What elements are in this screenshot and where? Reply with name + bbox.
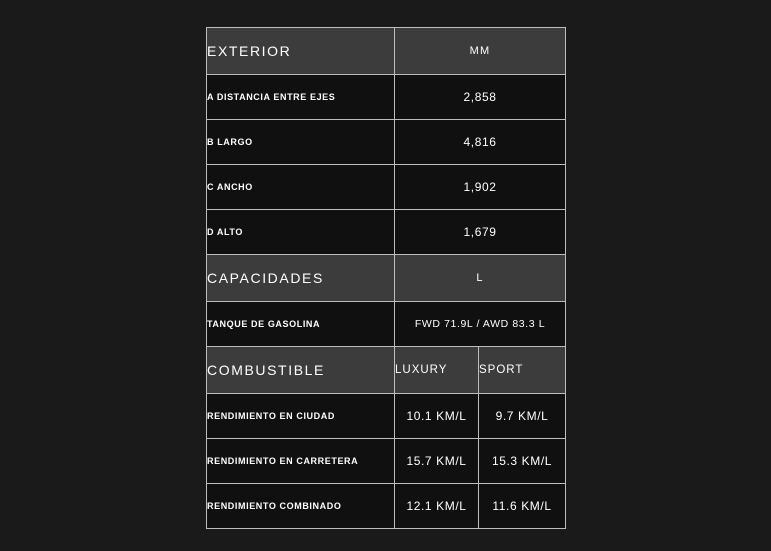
combustible-header-row: [207, 347, 566, 394]
exterior-unit: MM: [395, 28, 566, 75]
col-header-luxury: LUXURY: [395, 347, 479, 394]
capacidades-header-row: [207, 255, 566, 302]
luxury-value: 15.7 KM/L: [395, 439, 479, 484]
luxury-value: 10.1 KM/L: [395, 394, 479, 439]
row-label: A DISTANCIA ENTRE EJES: [207, 75, 395, 120]
col-header-sport: SPORT: [479, 347, 566, 394]
table-row: [207, 302, 566, 347]
row-label: D ALTO: [207, 210, 395, 255]
sport-value: 9.7 KM/L: [479, 394, 566, 439]
exterior-header-row: [207, 28, 566, 75]
row-label: RENDIMIENTO EN CIUDAD: [207, 394, 395, 439]
sport-value: 15.3 KM/L: [479, 439, 566, 484]
row-value: 1,679: [395, 210, 566, 255]
row-value: 4,816: [395, 120, 566, 165]
row-value: 2,858: [395, 75, 566, 120]
capacidades-title: CAPACIDADES: [207, 255, 395, 302]
table-row: [207, 75, 566, 120]
sport-value: 11.6 KM/L: [479, 484, 566, 529]
row-label: B LARGO: [207, 120, 395, 165]
row-label: C ANCHO: [207, 165, 395, 210]
table-row: [207, 484, 566, 529]
table-row: [207, 165, 566, 210]
row-value: 1,902: [395, 165, 566, 210]
row-label: TANQUE DE GASOLINA: [207, 302, 395, 347]
exterior-title: EXTERIOR: [207, 28, 395, 75]
combustible-title: COMBUSTIBLE: [207, 347, 395, 394]
table-row: [207, 439, 566, 484]
row-label: RENDIMIENTO COMBINADO: [207, 484, 395, 529]
table-row: [207, 120, 566, 165]
row-label: RENDIMIENTO EN CARRETERA: [207, 439, 395, 484]
table-row: [207, 394, 566, 439]
luxury-value: 12.1 KM/L: [395, 484, 479, 529]
row-value: FWD 71.9L / AWD 83.3 L: [395, 302, 566, 347]
capacidades-unit: L: [395, 255, 566, 302]
specs-table: [206, 27, 566, 529]
table-row: [207, 210, 566, 255]
